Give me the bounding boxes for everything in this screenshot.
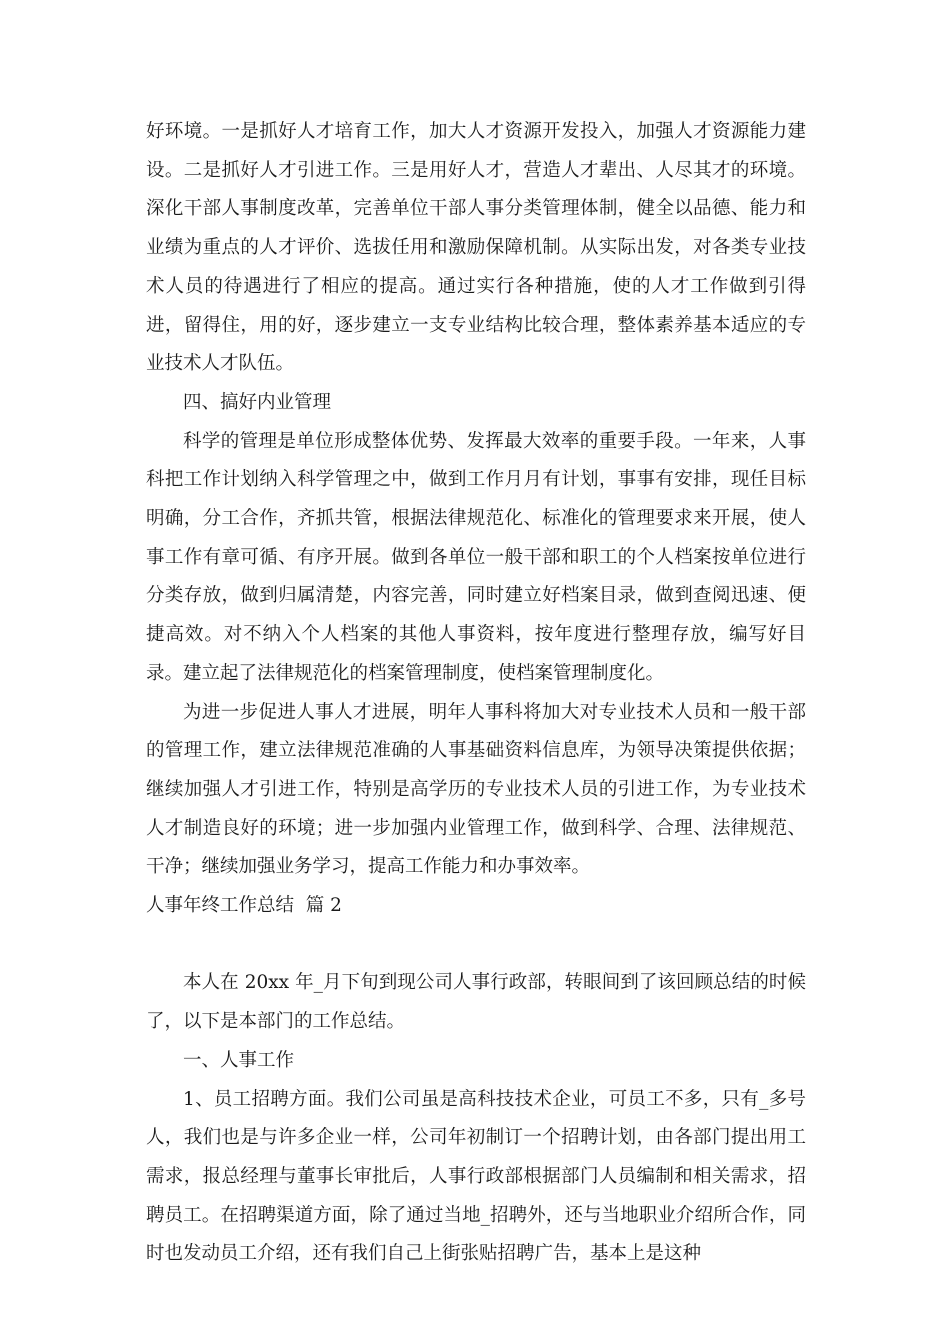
paragraph-next-year-plan: 为进一步促进人事人才进展，明年人事科将加大对专业技术人员和一般干部的管理工作，建立法律规范准确的人事基础资料信息库，为领导决策提供依据；继续加强人才引进工作，特别是高学历的专业技术人员的引进工作，为专业技术人才制造良好的环境；进一步加强内业管理工作，做到科学、合理、法律规范、干净；继续加强业务学习，提高工作能力和办事效率。 [146,701,806,878]
section-heading-personnel-work: 一、人事工作 [183,1049,295,1071]
section-heading-internal-management: 四、搞好内业管理 [183,391,332,413]
blank-line [146,926,806,965]
document-section-title: 人事年终工作总结 篇 2 [146,895,342,917]
paragraph-intro: 本人在 20xx 年_月下旬到现公司人事行政部，转眼间到了该回顾总结的时候了，以下是本部门的工作总结。 [146,972,806,1033]
paragraph-talent-environment: 好环境。一是抓好人才培育工作，加大人才资源开发投入，加强人才资源能力建设。二是抓好人才引进工作。三是用好人才，营造人才辈出、人尽其才的环境。深化干部人事制度改革，完善单位干部人事分类管理体制，健全以品德、能力和业绩为重点的人才评价、选拔任用和激励保障机制。从实际出发，对各类专业技术人员的待遇进行了相应的提高。通过实行各种措施，使的人才工作做到引得进，留得住，用的好，逐步建立一支专业结构比较合理，整体素养基本适应的专业技术人才队伍。 [146,121,806,375]
document-body [146,113,806,1274]
paragraph-recruitment: 1、员工招聘方面。我们公司虽是高科技技术企业，可员工不多，只有_多号人，我们也是与许多企业一样，公司年初制订一个招聘计划，由各部门提出用工需求，报总经理与董事长审批后，人事行政部根据部门人员编制和相关需求，招聘员工。在招聘渠道方面，除了通过当地_招聘外，还与当地职业介绍所合作，同时也发动员工介绍，还有我们自己上街张贴招聘广告，基本上是这种 [146,1088,806,1265]
paragraph-scientific-management: 科学的管理是单位形成整体优势、发挥最大效率的重要手段。一年来，人事科把工作计划纳入科学管理之中，做到工作月月有计划，事事有安排，现任目标明确，分工合作，齐抓共管，根据法律规范化、标准化的管理要求来开展，使人事工作有章可循、有序开展。做到各单位一般干部和职工的个人档案按单位进行分类存放，做到归属清楚，内容完善，同时建立好档案目录，做到查阅迅速、便捷高效。对不纳入个人档案的其他人事资料，按年度进行整理存放，编写好目录。建立起了法律规范化的档案管理制度，使档案管理制度化。 [146,430,806,684]
